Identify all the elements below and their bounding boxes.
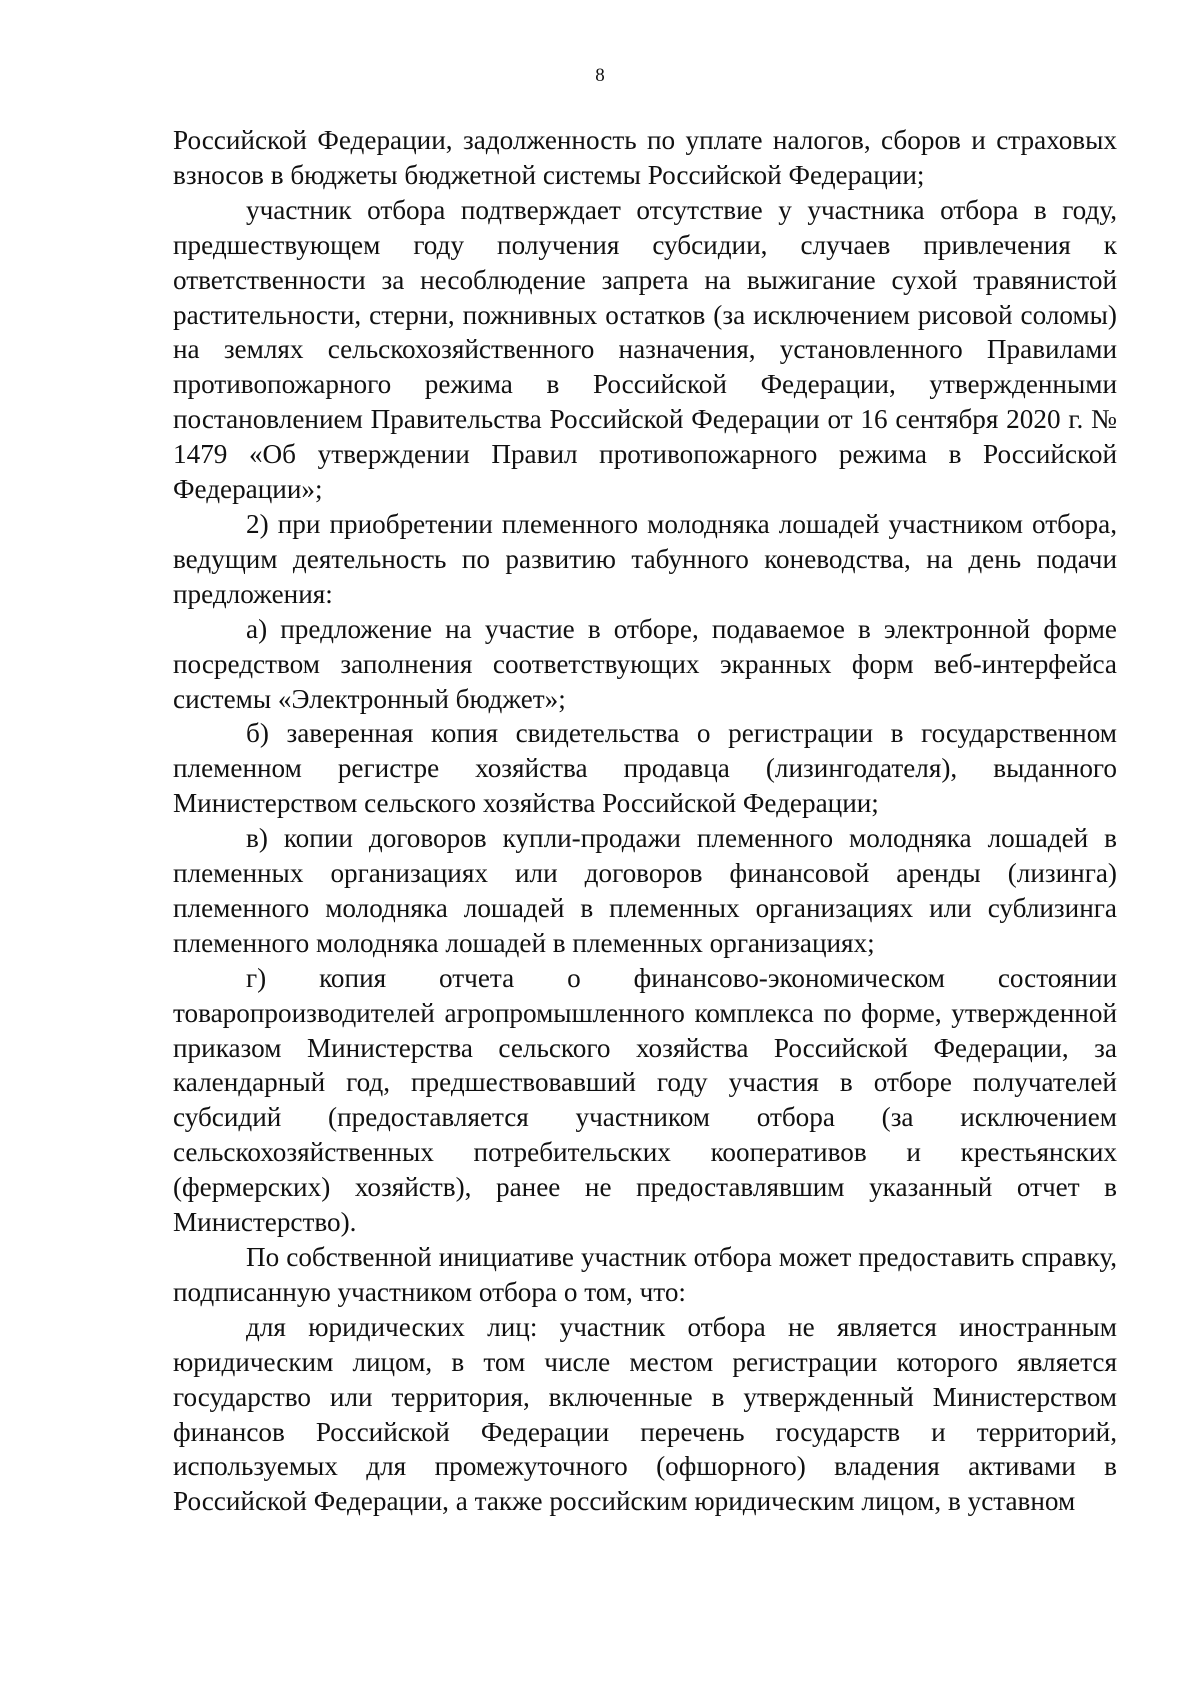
- paragraph-own-initiative: По собственной инициативе участник отбора может предоставить справку, подписанную участником отбора о том, что:: [173, 1242, 1117, 1307]
- paragraph-burning-ban: участник отбора подтверждает отсутствие у участника отбора в году, предшествующем году получения субсидии, случаев привлечения к ответственности за несоблюдение запрета на выжигание сухой травянистой растительности, стерни, пожнивных остатков (за исключением рисовой соломы) на землях сельскохозяйственного назначения, установленного Правилами противопожарного режима в Российской Федерации, утвержденными постановлением Правительства Российской Федерации от 16 сентября 2020 г. № 1479 «Об утверждении Правил противопожарного режима в Российской Федерации»;: [173, 194, 1117, 505]
- paragraph-item-a: а) предложение на участие в отборе, подаваемое в электронной форме посредством заполнения соответствующих экранных форм веб-интерфейса системы «Электронный бюджет»;: [173, 613, 1117, 714]
- paragraph-item-b: б) заверенная копия свидетельства о регистрации в государственном племенном регистре хозяйства продавца (лизингодателя), выданного Министерством сельского хозяйства Российской Федерации;: [173, 718, 1117, 819]
- document-body: [173, 123, 1117, 1519]
- paragraph-item-g: г) копия отчета о финансово-экономическом состоянии товаропроизводителей агропромышленного комплекса по форме, утвержденной приказом Министерства сельского хозяйства Российской Федерации, за календарный год, предшествовавший году участия в отборе получателей субсидий (предоставляется участником отбора (за исключением сельскохозяйственных потребительских кооперативов и крестьянских (фермерских) хозяйств), ранее не предоставлявшим указанный отчет в Министерство).: [173, 962, 1117, 1238]
- paragraph-legal-entities: для юридических лиц: участник отбора не является иностранным юридическим лицом, в том числе местом регистрации которого является государство или территория, включенные в утвержденный Министерством финансов Российской Федерации перечень государств и территорий, используемых для промежуточного (офшорного) владения активами в Российской Федерации, а также российским юридическим лицом, в уставном: [173, 1311, 1117, 1517]
- paragraph-item-v: в) копии договоров купли-продажи племенного молодняка лошадей в племенных организациях или договоров финансовой аренды (лизинга) племенного молодняка лошадей в племенных организациях или сублизинга племенного молодняка лошадей в племенных организациях;: [173, 823, 1117, 958]
- paragraph-continuation: Российской Федерации, задолженность по уплате налогов, сборов и страховых взносов в бюджеты бюджетной системы Российской Федерации;: [173, 125, 1117, 190]
- paragraph-item-2: 2) при приобретении племенного молодняка лошадей участником отбора, ведущим деятельность по развитию табунного коневодства, на день подачи предложения:: [173, 508, 1117, 609]
- page-number: 8: [595, 65, 605, 86]
